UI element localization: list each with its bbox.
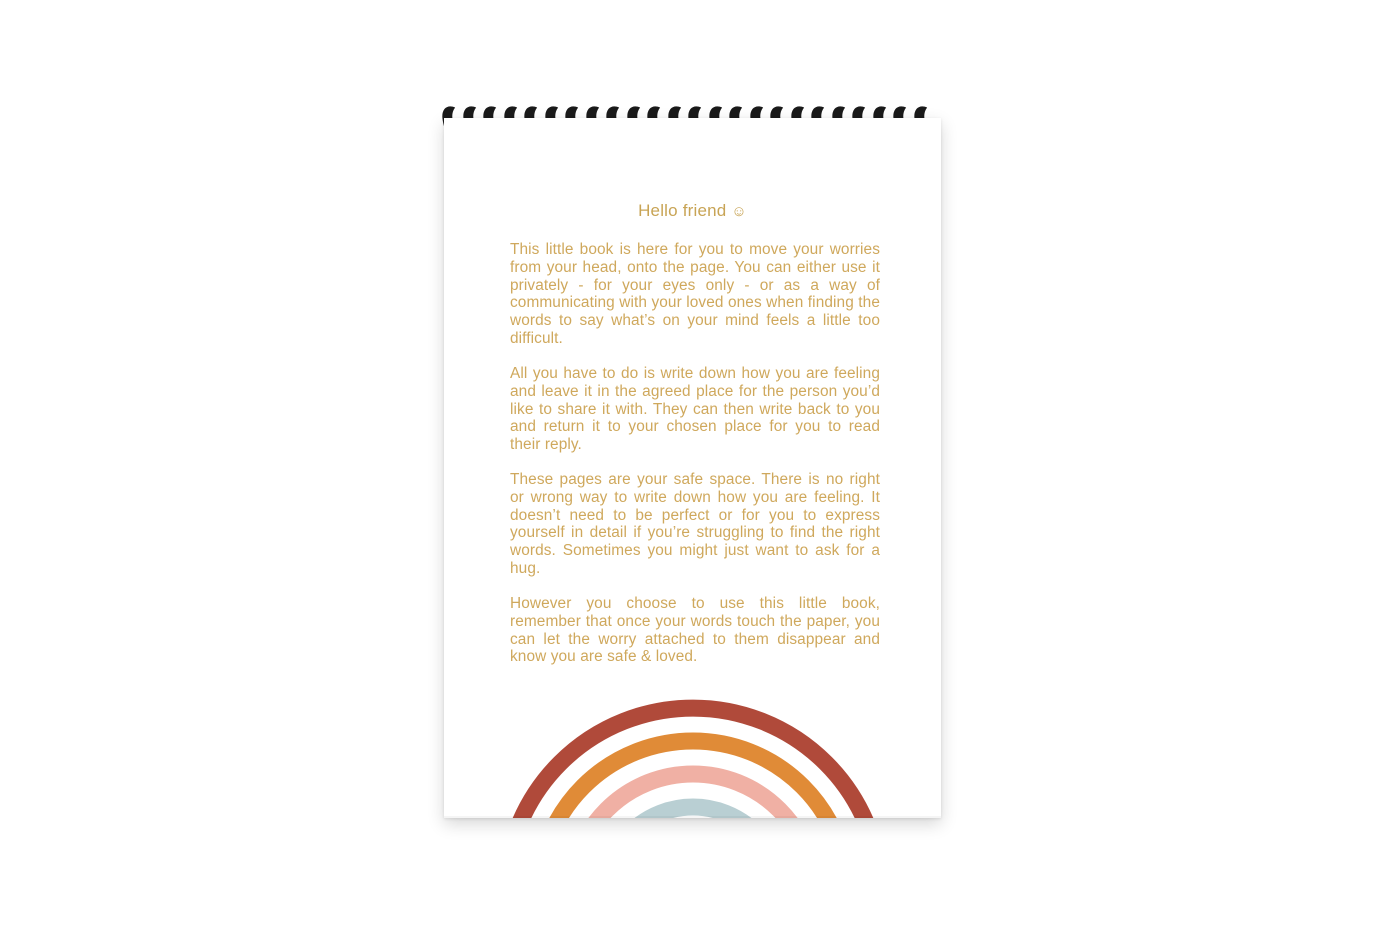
paragraph-1-text: This little book is here for you to move your worries from your head, onto the page. You can either use it privately - for your eyes only - or as a way of communicating with your loved ones when finding the words to say what’s on your mind feels a little too difficult. [510, 241, 880, 347]
page-bottom-edge [444, 816, 941, 818]
greeting-text: Hello friend [638, 201, 727, 220]
paragraph-1 [510, 241, 880, 348]
paragraph-2-text: All you have to do is write down how you are feeling and leave it in the agreed place for the person you’d like to share it with. They can then write back to you and return it to your chosen place for you to read their reply. [510, 365, 880, 454]
page-content [444, 118, 941, 818]
smiley-icon: ☺ [731, 203, 747, 220]
rainbow-illustration [493, 686, 893, 818]
paragraph-4-text: However you choose to use this little book, remember that once your words touch the paper, you can let the worry attached to them disappear and know you are safe & loved. [510, 595, 880, 666]
paragraph-4 [510, 595, 880, 666]
notebook-page [444, 118, 941, 818]
paragraph-3 [510, 471, 880, 578]
page-greeting [444, 201, 941, 221]
paragraph-2 [510, 365, 880, 454]
paragraph-3-text: These pages are your safe space. There is no right or wrong way to write down how you are feeling. It doesn’t need to be perfect or for you to express yourself in detail if you’re struggling to find the right words. Sometimes you might just want to ask for a hug. [510, 471, 880, 577]
